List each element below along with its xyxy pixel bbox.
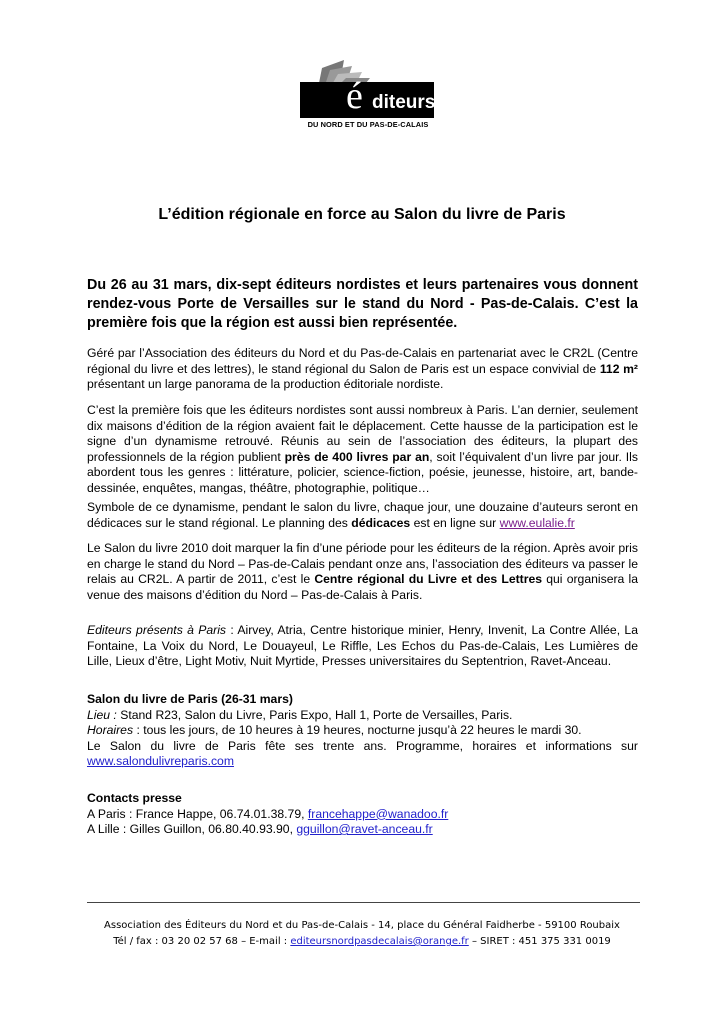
paragraph-text: présentant un large panorama de la production éditoriale nordiste. [87,377,444,391]
publisher-logo [298,60,440,132]
salon-info-text: Le Salon du livre de Paris fête ses trente ans. Programme, horaires et informations sur [87,738,638,753]
logo-wordmark: diteurs [372,92,436,113]
paragraph-text: qui organisera la venue des maisons d’édition du Nord – Pas-de-Calais à Paris. [87,572,638,602]
contact-paris: A Paris : France Happe, 06.74.01.38.79, [87,806,308,821]
logo-tagline: DU NORD ET DU PAS-DE-CALAIS [307,120,429,129]
paragraph-cr2l [87,541,638,603]
footer-address: Association des Éditeurs du Nord et du Pas-de-Calais - 14, place du Général Faidherbe - 59100 Roubaix [104,920,620,931]
paragraph-bold: dédicaces [351,515,411,530]
contact-paris-email-link[interactable]: francehappe@wanadoo.fr [307,806,449,821]
footer-siret: – SIRET : 451 375 331 0019 [468,936,611,947]
paragraph-editeurs-presents [87,623,638,670]
paragraph-text: , soit l’équivalent d’un livre par jour. Ils abordent tous les genres : littérature, policier, science-fiction, poésie, jeunesse, histoire, art, bande-dessinée, enquêtes, mangas, théâtre, photographie, politique… [87,449,638,495]
salon-heading: Salon du livre de Paris (26-31 mars) [87,692,293,706]
paragraph-text: : Airvey, Atria, Centre historique minier, Henry, Invenit, La Contre Allée, La Fontaine, La Voix du Nord, Le Douayeul, Le Riffle, Les Echos du Pas-de-Calais, Les Lumières de Lille, Lieux d’être, Light Motiv, Nuit Myrtide, Presses universitaires du Septentrion, Ravet-Anceau. [87,623,638,668]
paragraph-text: Le Salon du livre 2010 doit marquer la fin d’une période pour les éditeurs de la région. Après avoir pris en charge le stand du Nord – Pas-de-Calais pendant onze ans, l’association des éditeurs va passer le relais au CR2L. A partir de 2011, c’est le [87,541,638,586]
contacts-heading: Contacts presse [87,791,182,805]
salon-info-block [87,692,638,770]
paragraph-text: Géré par l’Association des éditeurs du Nord et du Pas-de-Calais en partenariat avec le CR2L (Centre régional du livre et des lettres), le stand régional du Salon de Paris est un espace convivial de [87,346,638,376]
contact-lille: A Lille : Gilles Guillon, 06.80.40.93.90, [87,822,297,836]
page-title: L’édition régionale en force au Salon du livre de Paris [158,206,566,223]
paragraph-participation [87,403,638,496]
footer-contact-line [0,936,724,947]
paragraph-stand [87,346,638,393]
contacts-block [87,791,638,838]
horaires-value: : tous les jours, de 10 heures à 19 heures, nocturne jusqu’à 22 heures le mardi 30. [133,723,582,737]
lead-paragraph: Du 26 au 31 mars, dix-sept éditeurs nordistes et leurs partenaires vous donnent rendez-vous Porte de Versailles sur le stand du Nord - Pas-de-Calais. C’est la première fois que la région est aussi bien représentée. [87,277,638,331]
contact-lille-email-link[interactable]: gguillon@ravet-anceau.fr [296,822,433,836]
footer-divider [87,902,640,903]
lieu-label: Lieu : [87,707,117,722]
salon-website-link[interactable]: www.salondulivreparis.com [87,754,234,768]
paragraph-bold: Centre régional du Livre et des Lettres [314,572,543,586]
eulalie-link[interactable]: www.eulalie.fr [499,515,575,530]
logo-e-letter: é [346,75,363,117]
horaires-label: Horaires [87,723,134,737]
paragraph-bold: 112 m² [599,361,638,376]
paragraph-text: Symbole de ce dynamisme, pendant le salon du livre, chaque jour, une douzaine d’auteurs seront en dédicaces sur le stand régional. Le planning des [87,500,638,530]
footer-email-link[interactable]: editeursnordpasdecalais@orange.fr [290,936,469,947]
paragraph-italic: Editeurs présents à Paris [87,623,227,637]
footer-phone: Tél / fax : 03 20 02 57 68 – E-mail : [113,936,291,947]
paragraph-text: C’est la première fois que les éditeurs nordistes sont aussi nombreux à Paris. L’an dernier, seulement dix maisons d’édition de la région avaient fait le déplacement. Cette hausse de la participation est le signe d’un dynamisme retrouvé. Réunis au sein de l’association des éditeurs, la plupart des professionnels de la région publient [87,403,638,464]
lieu-value: Stand R23, Salon du Livre, Paris Expo, Hall 1, Porte de Versailles, Paris. [116,707,513,722]
paragraph-text: est en ligne sur [410,515,500,530]
paragraph-bold: près de 400 livres par an [284,449,430,464]
paragraph-dedicaces [87,500,638,531]
